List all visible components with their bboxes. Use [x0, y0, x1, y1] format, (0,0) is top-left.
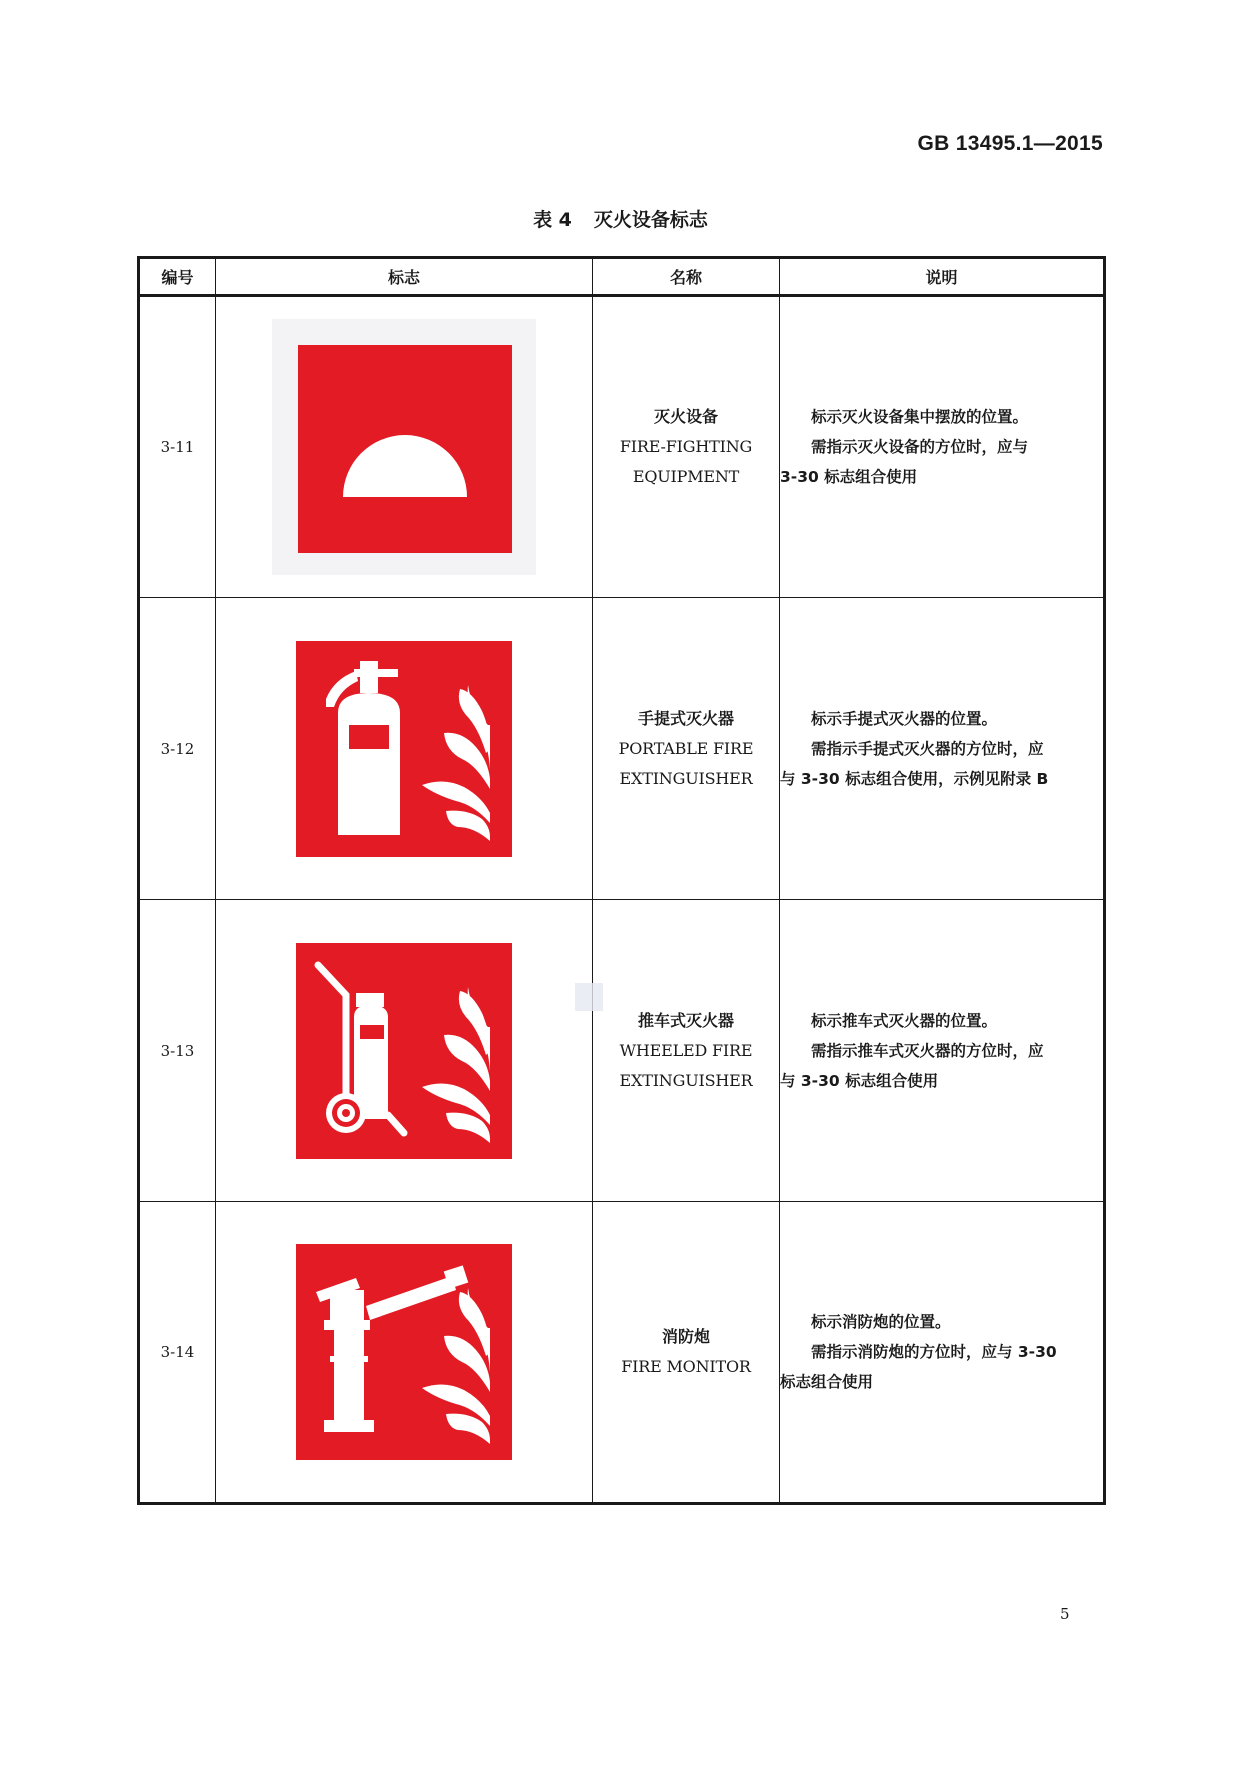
description-line: 标示灭火设备集中摆放的位置。: [811, 408, 1029, 426]
description-line: 需指示推车式灭火器的方位时，应: [811, 1041, 1044, 1060]
sign-name-cell: [593, 900, 780, 1202]
table-header-row: [139, 258, 1105, 296]
column-header-sign: 标志: [216, 258, 593, 296]
wheeled-fire-extinguisher-icon: [296, 943, 512, 1159]
fire-equipment-signs-table: [137, 256, 1106, 1505]
watermark-logo: [575, 983, 603, 1011]
sign-name-en: FIRE MONITOR: [621, 1357, 751, 1376]
sign-name-en: EXTINGUISHER: [619, 768, 753, 788]
column-header-name: 名称: [593, 258, 780, 296]
sign-name-cn: 消防炮: [661, 1327, 710, 1346]
sign-name-cn: 灭火设备: [653, 407, 718, 426]
description-line: 标示推车式灭火器的位置。: [811, 1011, 998, 1030]
description-line: 标志组合使用: [780, 1373, 874, 1391]
sign-name-cell: [593, 1202, 780, 1504]
page-number: 5: [1060, 1605, 1070, 1623]
fire-monitor-icon: [296, 1244, 512, 1460]
table-row: [139, 900, 1105, 1202]
description-line: 与 3-30 标志组合使用: [780, 1071, 939, 1090]
table-title: 灭火设备标志: [593, 209, 708, 231]
description-line: 需指示消防炮的方位时，应与 3-30: [811, 1343, 1057, 1361]
description-line: 3-30 标志组合使用: [780, 468, 918, 486]
column-header-code: 编号: [139, 258, 216, 296]
description-line: 需指示手提式灭火器的方位时，应: [811, 739, 1044, 758]
sign-code: 3-12: [139, 598, 216, 900]
table-row: [139, 598, 1105, 900]
fire-fighting-equipment-icon: [298, 345, 512, 553]
sign-name-en: WHEELED FIRE: [619, 1040, 753, 1060]
portable-fire-extinguisher-icon: [296, 641, 512, 857]
table-number: 表 4: [533, 209, 572, 231]
sign-cell: [216, 1202, 593, 1504]
sign-description-cell: [780, 296, 1105, 598]
sign-code: 3-11: [139, 296, 216, 598]
sign-cell: [216, 296, 593, 598]
sign-name-en: FIRE-FIGHTING: [619, 437, 753, 456]
sign-name-cell: [593, 296, 780, 598]
sign-cell: [216, 900, 593, 1202]
sign-description-cell: [780, 598, 1105, 900]
sign-name-en: EXTINGUISHER: [619, 1070, 753, 1090]
sign-name-cell: [593, 598, 780, 900]
table-row: [139, 1202, 1105, 1504]
sign-cell: [216, 598, 593, 900]
standard-code: GB 13495.1—2015: [917, 132, 1103, 155]
sign-description-cell: [780, 900, 1105, 1202]
description-line: 需指示灭火设备的方位时，应与: [811, 438, 1029, 456]
table-caption: [0, 205, 1241, 232]
sign-description-cell: [780, 1202, 1105, 1504]
sign-name-cn: 手提式灭火器: [637, 708, 734, 728]
sign-name-cn: 推车式灭火器: [637, 1010, 734, 1030]
sign-code: 3-14: [139, 1202, 216, 1504]
sign-name-en: EQUIPMENT: [632, 467, 740, 486]
sign-code: 3-13: [139, 900, 216, 1202]
sign-name-en: PORTABLE FIRE: [618, 738, 754, 758]
table-row: [139, 296, 1105, 598]
description-line: 与 3-30 标志组合使用，示例见附录 B: [780, 769, 1049, 788]
description-line: 标示手提式灭火器的位置。: [811, 709, 998, 728]
column-header-description: 说明: [780, 258, 1105, 296]
description-line: 标示消防炮的位置。: [811, 1313, 951, 1331]
sign-frame: [272, 319, 536, 575]
